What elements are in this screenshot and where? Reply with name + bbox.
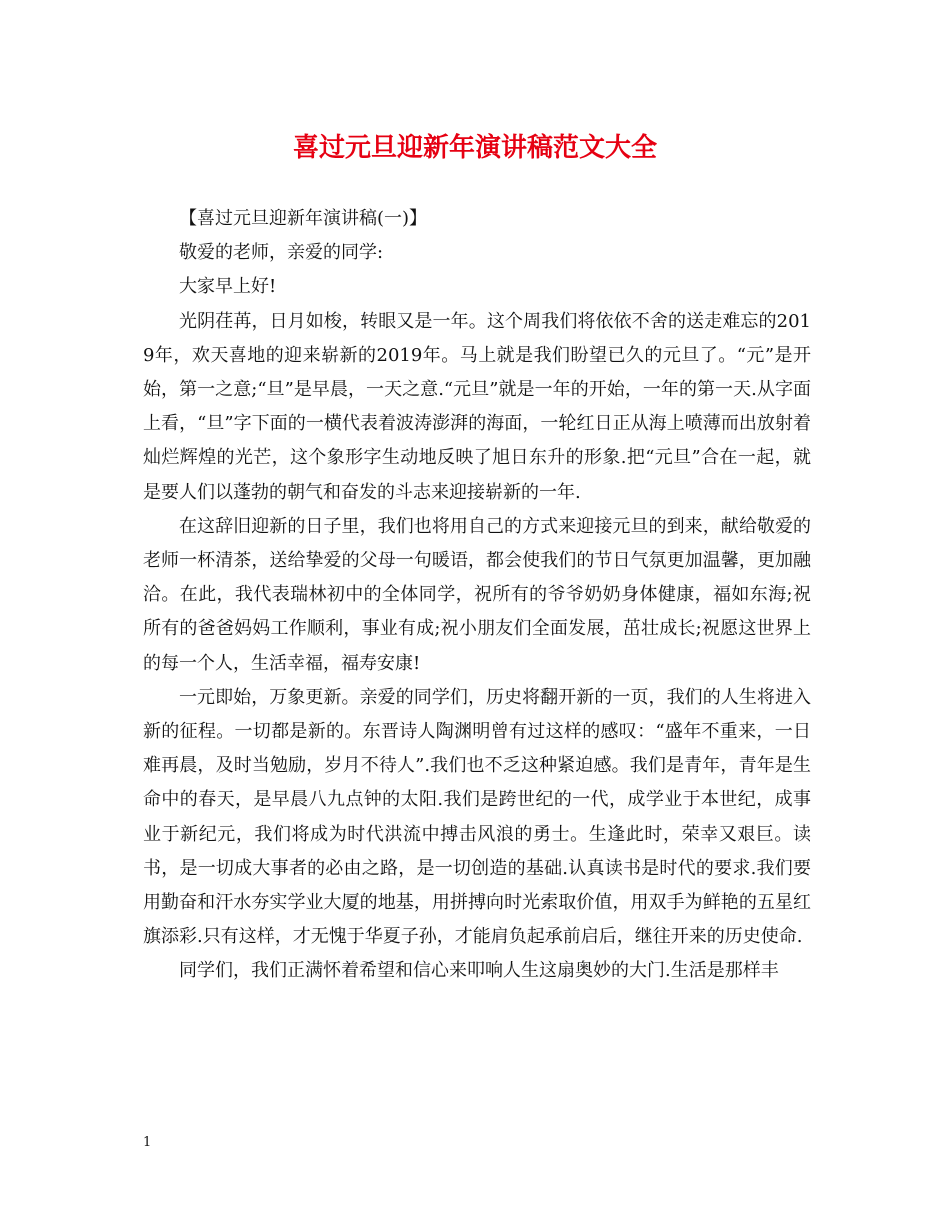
document-title: 喜过元旦迎新年演讲稿范文大全	[292, 133, 657, 163]
page-number: 1	[143, 1135, 152, 1150]
document-body	[143, 202, 811, 989]
greeting: 大家早上好!	[179, 276, 277, 298]
paragraph: 在这辞旧迎新的日子里，我们也将用自己的方式来迎接元旦的到来，献给敬爱的老师一杯清茶，送给挚爱的父母一句暖语，都会使我们的节日气氛更加温馨，更加融洽。在此，我代表瑞林初中的全体同学，祝所有的爷爷奶奶身体健康，福如东海;祝所有的爸爸妈妈工作顺利，事业有成;祝小朋友们全面发展，茁壮成长;祝愿这世界上的每一个人，生活幸福，福寿安康!	[143, 515, 811, 674]
paragraph: 光阴荏苒，日月如梭，转眼又是一年。这个周我们将依依不舍的送走难忘的2019年，欢天喜地的迎来崭新的2019年。马上就是我们盼望已久的元旦了。“元”是开始，第一之意;“旦”是早晨，一天之意.“元旦”就是一年的开始，一年的第一天.从字面上看，“旦”字下面的一横代表着波涛澎湃的海面，一轮红日正从海上喷薄而出放射着灿烂辉煌的光芒，这个象形字生动地反映了旭日东升的形象.把“元旦”合在一起，就是要人们以蓬勃的朝气和奋发的斗志来迎接崭新的一年.	[143, 310, 811, 503]
section-heading: 【喜过元旦迎新年演讲稿(一)】	[179, 208, 428, 229]
paragraph: 一元即始，万象更新。亲爱的同学们，历史将翻开新的一页，我们的人生将进入新的征程。一切都是新的。东晋诗人陶渊明曾有过这样的感叹：“盛年不重来，一日难再晨，及时当勉励，岁月不待人”.我们也不乏这种紧迫感。我们是青年，青年是生命中的春天，是早晨八九点钟的太阳.我们是跨世纪的一代，成学业于本世纪，成事业于新纪元，我们将成为时代洪流中搏击风浪的勇士。生逢此时，荣幸又艰巨。读书，是一切成大事者的必由之路，是一切创造的基础.认真读书是时代的要求.我们要用勤奋和汗水夯实学业大厦的地基，用拼搏向时光索取价值，用双手为鲜艳的五星红旗添彩.只有这样，才无愧于华夏子孙，才能肩负起承前启后，继往开来的历史使命.	[143, 686, 811, 948]
paragraph: 同学们，我们正满怀着希望和信心来叩响人生这扇奥妙的大门.生活是那样丰	[179, 960, 779, 982]
salutation: 敬爱的老师，亲爱的同学:	[179, 242, 384, 264]
